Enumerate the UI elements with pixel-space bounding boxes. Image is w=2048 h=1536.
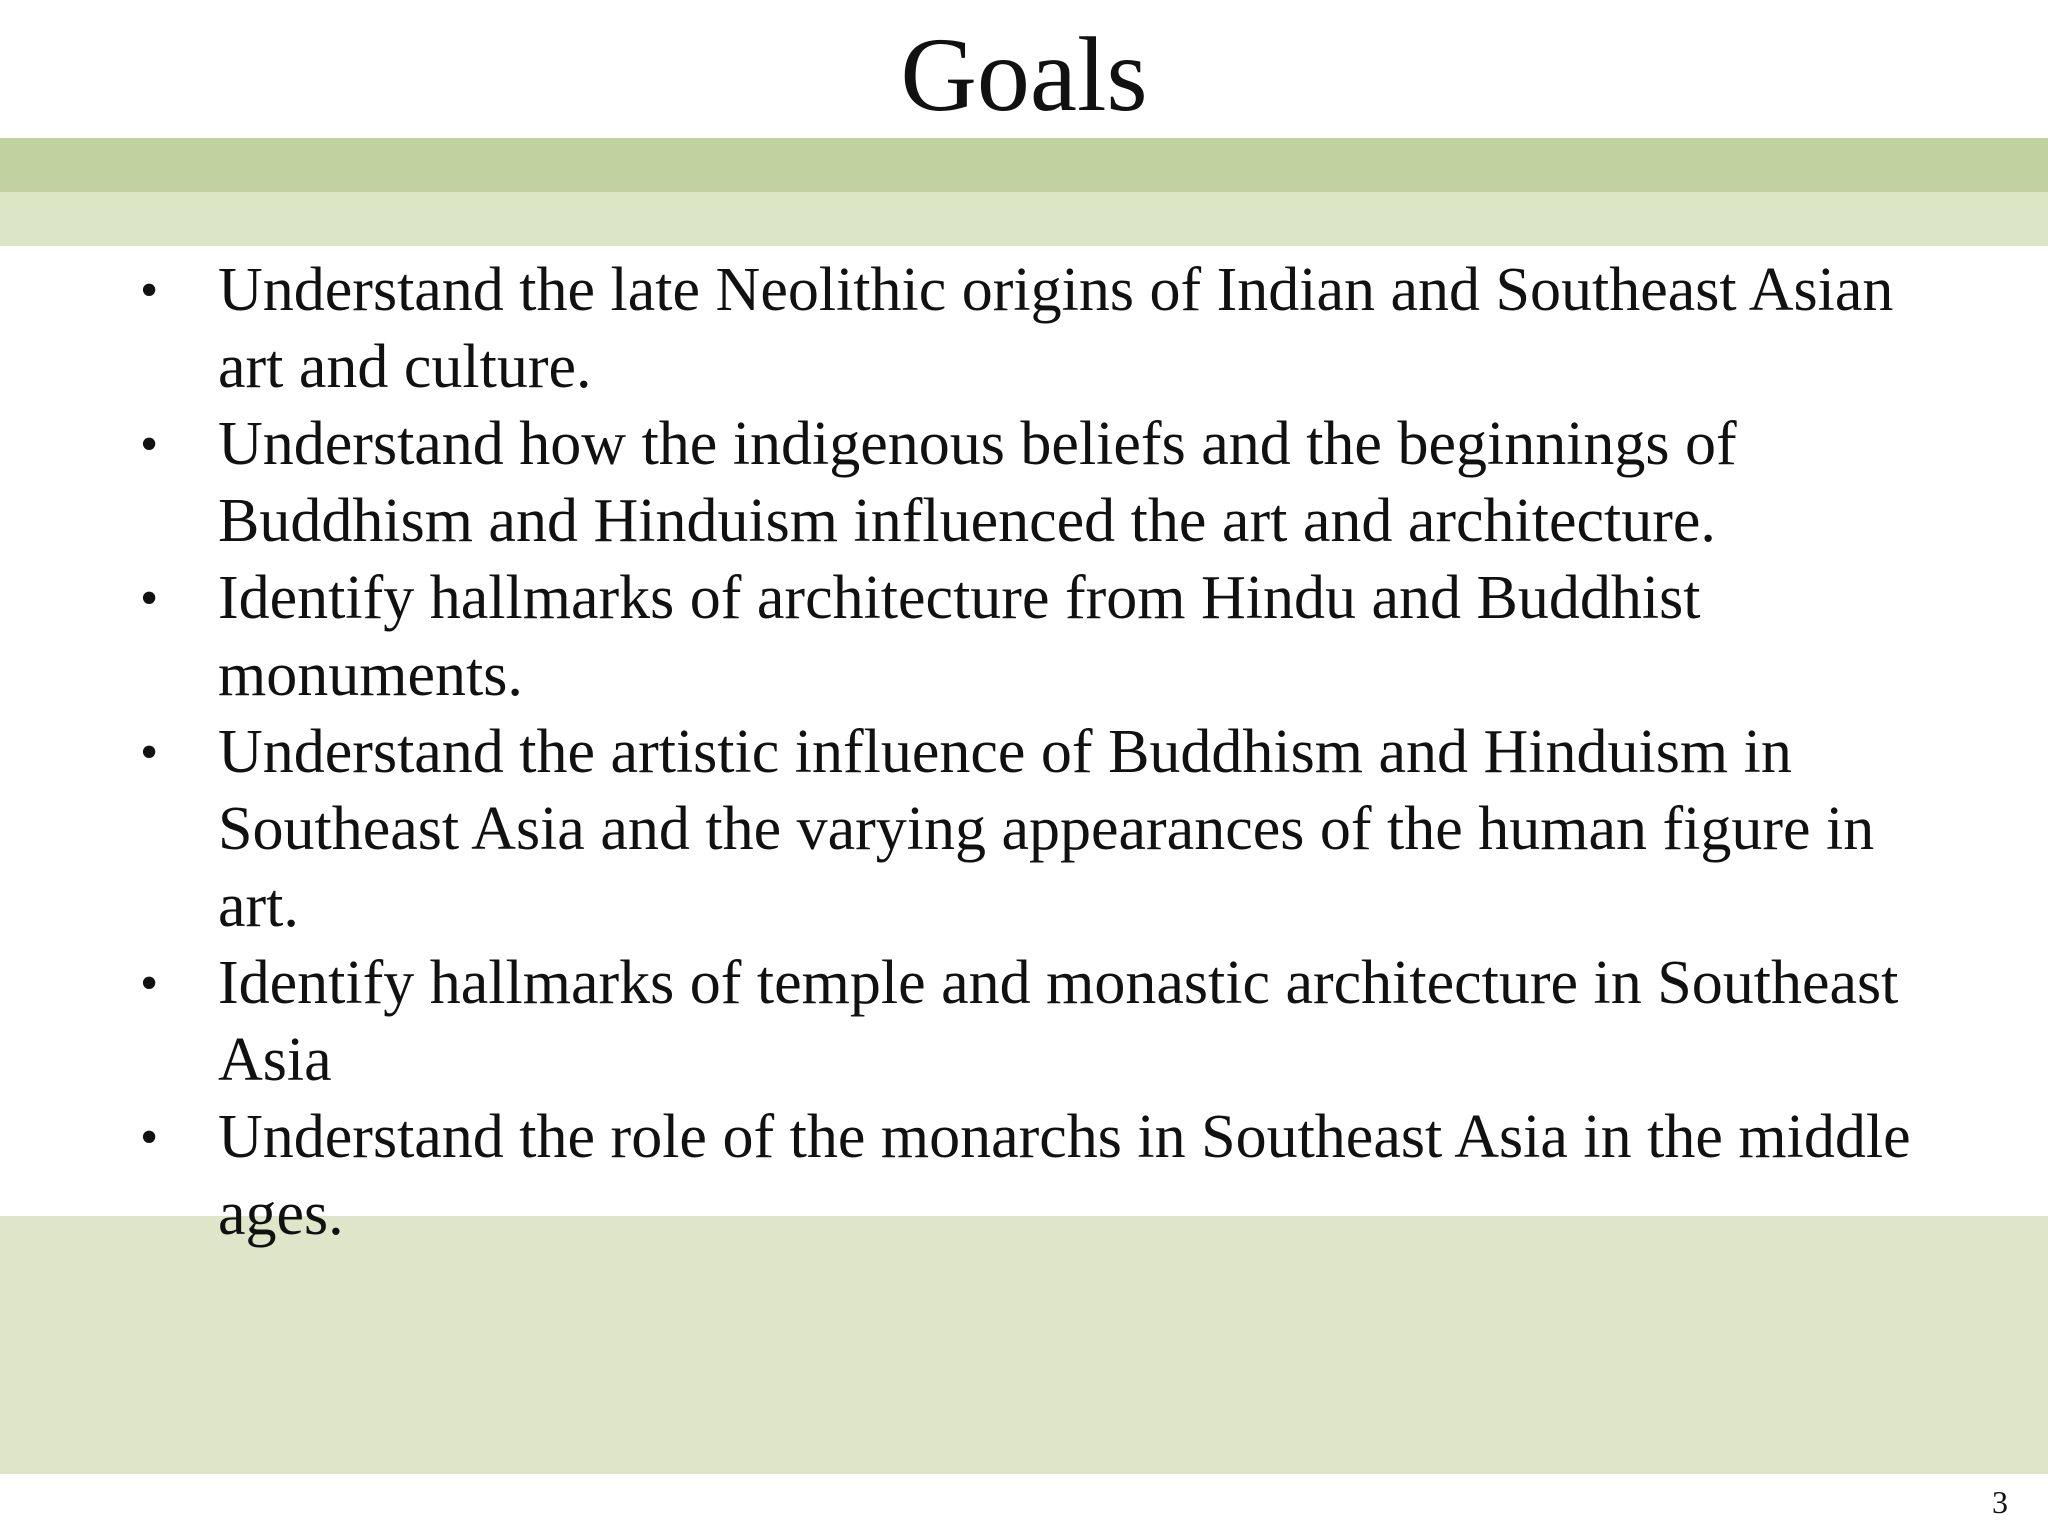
- bullet-icon: •: [140, 955, 159, 1012]
- goals-list: [140, 252, 1940, 1253]
- goal-item-4: [140, 714, 1940, 945]
- goal-item-1: [140, 252, 1940, 406]
- goal-item-5: [140, 945, 1940, 1099]
- goal-item-6: [140, 1099, 1940, 1253]
- bullet-icon: •: [140, 1109, 159, 1166]
- bullet-icon: •: [140, 262, 159, 319]
- goal-text: Understand the role of the monarchs in Southeast Asia in the middle ages.: [218, 1103, 1911, 1248]
- goal-text: Understand the artistic influence of Buddhism and Hinduism in Southeast Asia and the varying appearances of the human figure in art.: [218, 718, 1875, 940]
- goal-text: Understand how the indigenous beliefs and the beginnings of Buddhism and Hinduism influenced the art and architecture.: [218, 410, 1737, 555]
- bullet-icon: •: [140, 416, 159, 473]
- goal-text: Understand the late Neolithic origins of Indian and Southeast Asian art and culture.: [218, 256, 1894, 401]
- header-band-dark: [0, 138, 2048, 192]
- slide-title: Goals: [900, 16, 1148, 133]
- goal-text: Identify hallmarks of architecture from Hindu and Buddhist monuments.: [218, 564, 1701, 709]
- goal-text: Identify hallmarks of temple and monastic architecture in Southeast Asia: [218, 949, 1899, 1094]
- bullet-icon: •: [140, 724, 159, 781]
- goal-item-3: [140, 560, 1940, 714]
- bullet-icon: •: [140, 570, 159, 627]
- footer-band: [0, 1216, 2048, 1474]
- goal-item-2: [140, 406, 1940, 560]
- header-band-light: [0, 192, 2048, 246]
- page-number: 3: [1992, 1484, 2008, 1520]
